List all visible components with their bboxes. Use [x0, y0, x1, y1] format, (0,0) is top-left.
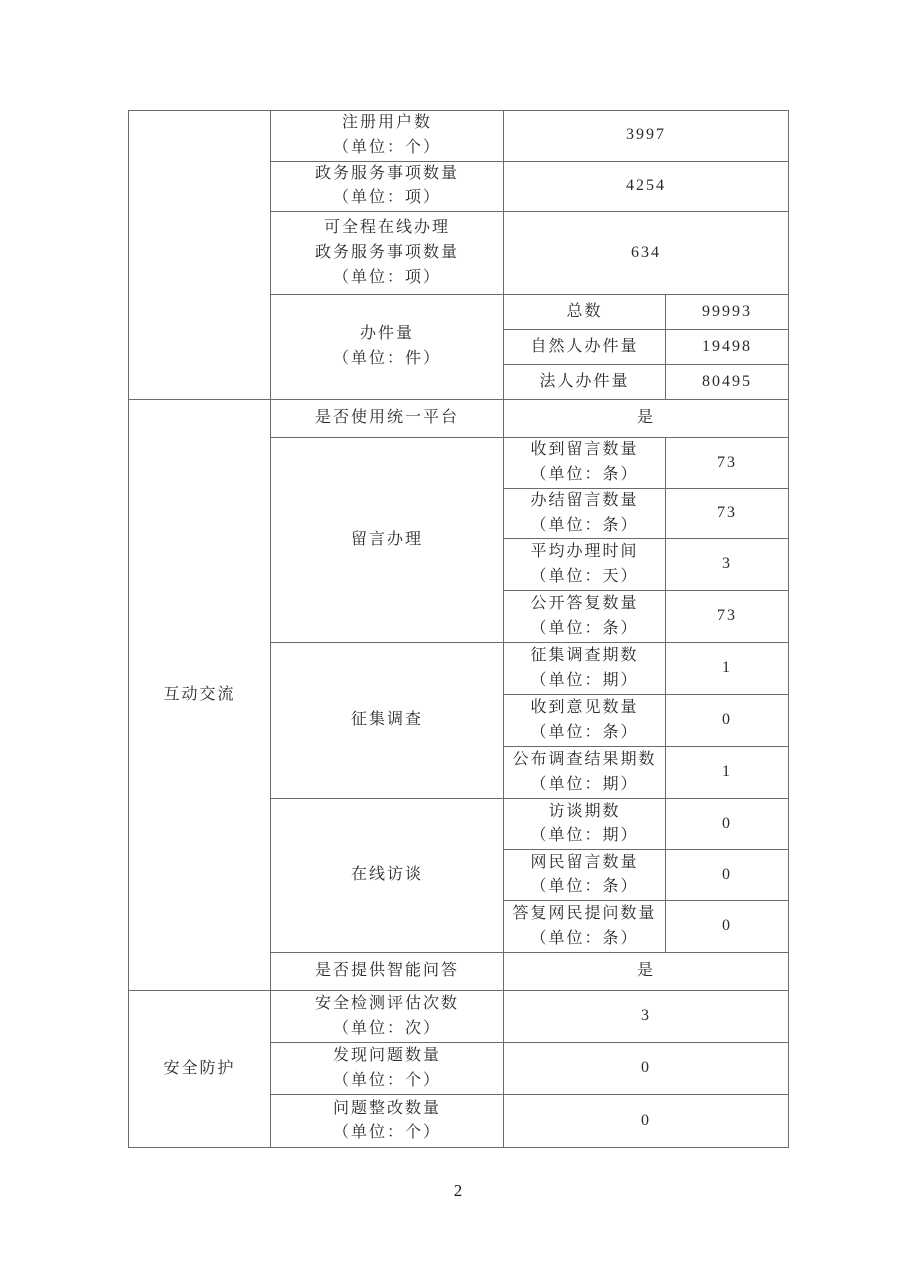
label-line: 在线访谈 [350, 866, 423, 884]
metric-value: 3 [504, 991, 789, 1043]
label-line: （单位：条） [530, 619, 639, 637]
submetric-label [504, 747, 666, 799]
metric-value: 是 [504, 953, 789, 991]
label-line: （单位：条） [530, 723, 639, 741]
group-label [271, 438, 504, 643]
submetric-label [504, 799, 666, 850]
metric-value: 1 [666, 643, 789, 695]
metric-label [271, 212, 504, 295]
label-line: （单位：期） [530, 671, 639, 689]
submetric-label [504, 901, 666, 953]
label-line: 法人办件量 [539, 372, 630, 390]
label-line: 办件量 [359, 325, 414, 343]
metric-label [271, 161, 504, 212]
metric-value: 73 [666, 488, 789, 539]
label-line: 问题整改数量 [332, 1099, 441, 1117]
category-cell: 互动交流 [129, 400, 271, 991]
submetric-label [504, 695, 666, 747]
submetric-label [504, 365, 666, 400]
metric-label [271, 111, 504, 162]
label-line: 注册用户数 [341, 114, 432, 131]
label-line: 自然人办件量 [530, 337, 639, 355]
label-line: （单位：期） [530, 827, 639, 845]
label-line: 是否使用统一平台 [314, 409, 459, 427]
label-line: 公开答复数量 [530, 595, 639, 613]
submetric-label [504, 438, 666, 489]
label-line: 网民留言数量 [530, 853, 639, 871]
metric-value: 99993 [666, 295, 789, 330]
metric-value: 73 [666, 438, 789, 489]
label-line: （单位：项） [332, 268, 441, 286]
metric-value: 0 [666, 850, 789, 901]
metric-label [271, 991, 504, 1043]
label-line: （单位：条） [530, 878, 639, 896]
metric-label [271, 953, 504, 991]
group-label [271, 295, 504, 400]
label-line: 访谈期数 [548, 802, 621, 820]
metric-label [271, 400, 504, 438]
submetric-label [504, 591, 666, 643]
label-line: （单位：条） [530, 516, 639, 534]
label-line: 留言办理 [350, 530, 423, 548]
table-row [129, 111, 789, 162]
metric-label [271, 1095, 504, 1148]
metric-value: 0 [504, 1043, 789, 1095]
label-line: 安全检测评估次数 [314, 995, 459, 1013]
label-line: 政务服务事项数量 [314, 164, 459, 182]
table-row [129, 400, 789, 438]
label-line: 政务服务事项数量 [314, 243, 459, 261]
category-cell [129, 111, 271, 400]
group-label [271, 799, 504, 953]
submetric-label [504, 643, 666, 695]
label-line: 收到留言数量 [530, 441, 639, 459]
metric-label [271, 1043, 504, 1095]
metric-value: 73 [666, 591, 789, 643]
label-line: 征集调查 [350, 711, 423, 729]
label-line: 答复网民提问数量 [512, 905, 657, 923]
label-line: （单位：个） [332, 138, 441, 156]
label-line: 收到意见数量 [530, 699, 639, 717]
submetric-label [504, 330, 666, 365]
metric-value: 4254 [504, 161, 789, 212]
label-line: （单位：个） [332, 1124, 441, 1142]
label-line: 办结留言数量 [530, 491, 639, 509]
metric-value: 0 [666, 695, 789, 747]
label-line: （单位：条） [530, 465, 639, 483]
label-line: 平均办理时间 [530, 543, 639, 561]
label-line: 征集调查期数 [530, 647, 639, 665]
label-line: 发现问题数量 [332, 1047, 441, 1065]
submetric-label [504, 295, 666, 330]
metric-value: 0 [666, 799, 789, 850]
metric-value: 80495 [666, 365, 789, 400]
metric-value: 1 [666, 747, 789, 799]
label-line: （单位：期） [530, 775, 639, 793]
label-line: （单位：件） [332, 350, 441, 368]
table-row [129, 991, 789, 1043]
metric-value: 634 [504, 212, 789, 295]
metric-value: 0 [504, 1095, 789, 1148]
label-line: （单位：个） [332, 1071, 441, 1089]
submetric-label [504, 850, 666, 901]
metric-value: 3997 [504, 111, 789, 162]
page-number: 2 [453, 1181, 463, 1200]
report-table [128, 110, 789, 1148]
label-line: （单位：次） [332, 1019, 441, 1037]
label-line: （单位：天） [530, 567, 639, 585]
label-line: 可全程在线办理 [323, 218, 450, 236]
metric-value: 3 [666, 539, 789, 591]
metric-value: 是 [504, 400, 789, 438]
label-line: 公布调查结果期数 [512, 751, 657, 769]
label-line: （单位：条） [530, 929, 639, 947]
metric-value: 19498 [666, 330, 789, 365]
submetric-label [504, 539, 666, 591]
group-label [271, 643, 504, 799]
label-line: （单位：项） [332, 189, 441, 207]
submetric-label [504, 488, 666, 539]
metric-value: 0 [666, 901, 789, 953]
label-line: 总数 [566, 302, 603, 320]
category-cell: 安全防护 [129, 991, 271, 1148]
label-line: 是否提供智能问答 [314, 962, 459, 980]
